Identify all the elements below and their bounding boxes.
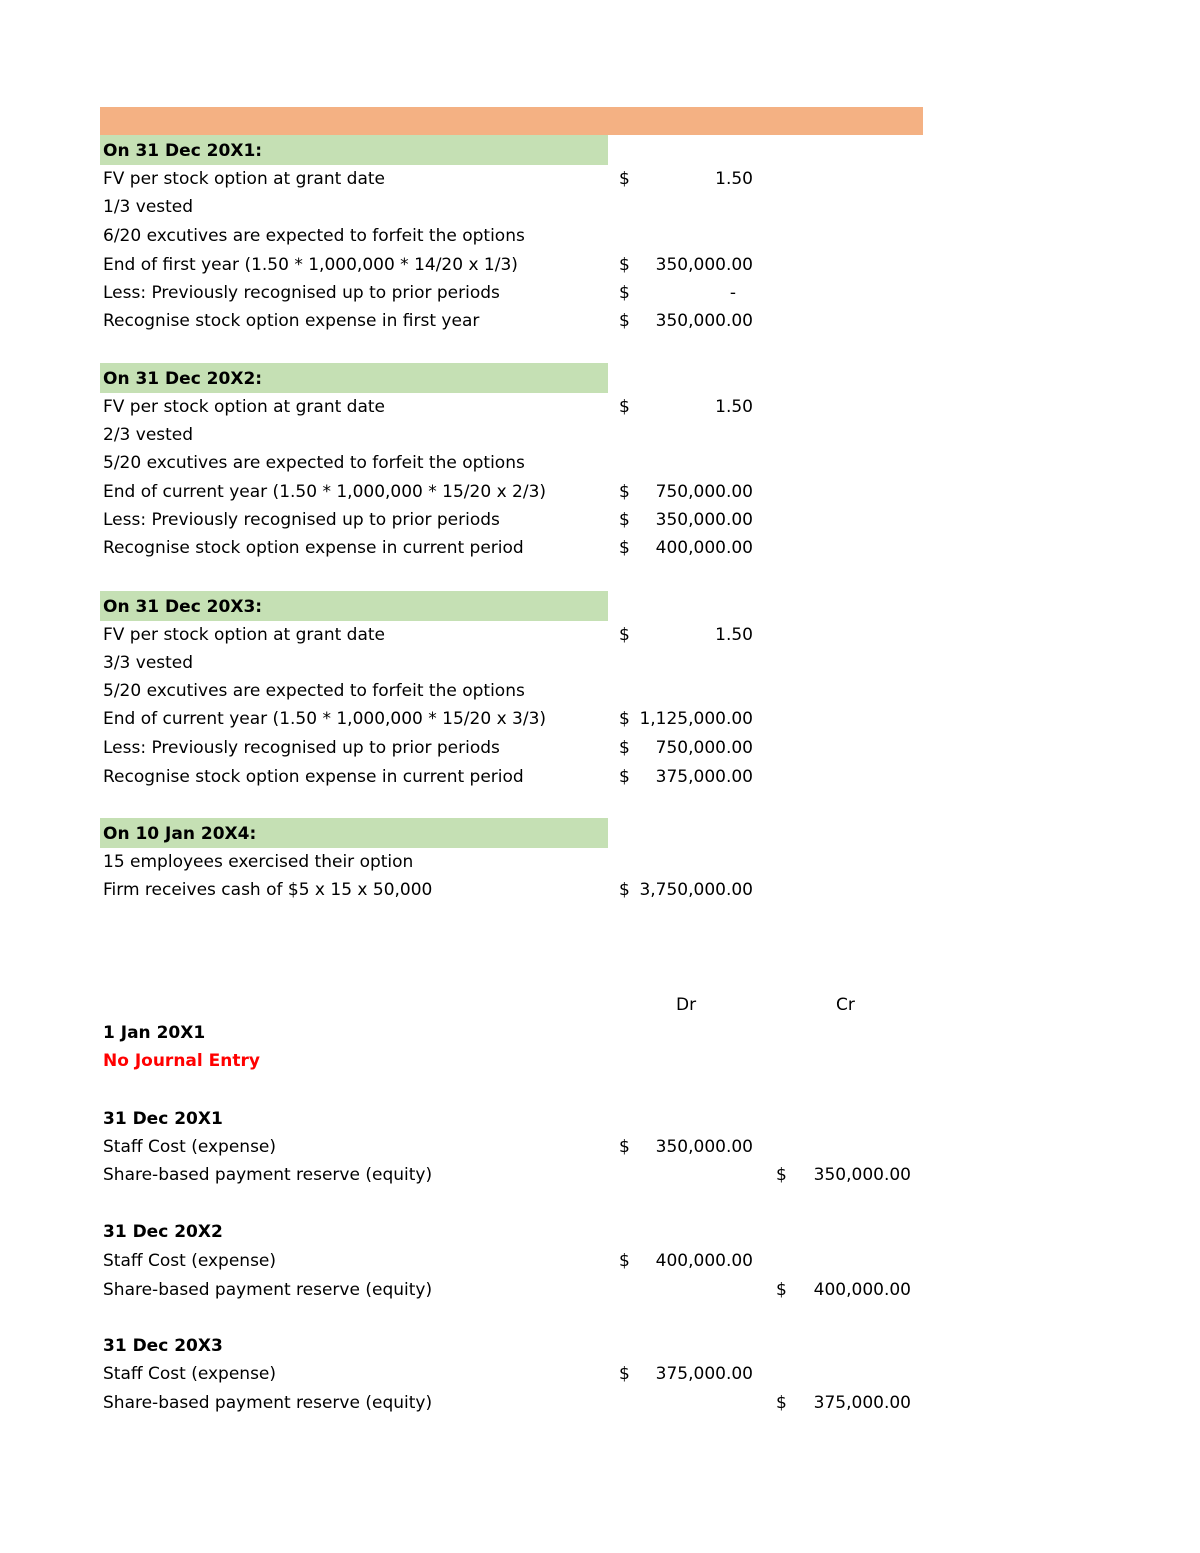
section-heading: On 31 Dec 20X3: — [100, 591, 608, 621]
dollar-sign: $ — [619, 311, 630, 331]
row-amount: 400,000.00 — [655, 538, 753, 558]
row-label: 3/3 vested — [103, 653, 194, 673]
row-label: End of current year (1.50 * 1,000,000 * 15/20 x 2/3) — [103, 482, 547, 502]
row-label: Less: Previously recognised up to prior periods — [103, 510, 500, 530]
dollar-sign: $ — [619, 397, 630, 417]
row-amount: 750,000.00 — [655, 738, 753, 758]
row-label: 6/20 excutives are expected to forfeit the options — [103, 226, 525, 246]
row-label: 15 employees exercised their option — [103, 852, 414, 872]
row-amount: 1,125,000.00 — [639, 709, 753, 729]
debit-amount: 375,000.00 — [655, 1364, 753, 1384]
credit-amount: 400,000.00 — [813, 1280, 911, 1300]
credit-amount: 375,000.00 — [813, 1393, 911, 1413]
dollar-sign: $ — [619, 709, 630, 729]
dollar-sign: $ — [776, 1393, 787, 1413]
dollar-sign: $ — [619, 1251, 630, 1271]
row-label: 5/20 excutives are expected to forfeit the options — [103, 453, 525, 473]
debit-account: Staff Cost (expense) — [103, 1251, 277, 1271]
row-amount: 375,000.00 — [655, 767, 753, 787]
dollar-sign: $ — [776, 1165, 787, 1185]
debit-account: Staff Cost (expense) — [103, 1364, 277, 1384]
row-amount: 350,000.00 — [655, 255, 753, 275]
dollar-sign: $ — [776, 1280, 787, 1300]
dollar-sign: $ — [619, 255, 630, 275]
credit-amount: 350,000.00 — [813, 1165, 911, 1185]
dollar-sign: $ — [619, 767, 630, 787]
row-label: FV per stock option at grant date — [103, 397, 385, 417]
row-label: 1/3 vested — [103, 197, 194, 217]
row-amount: 350,000.00 — [655, 311, 753, 331]
dollar-sign: $ — [619, 510, 630, 530]
row-label: Recognise stock option expense in first year — [103, 311, 480, 331]
section-heading: On 10 Jan 20X4: — [100, 818, 608, 848]
journal-date: 31 Dec 20X1 — [103, 1109, 223, 1129]
row-label: End of current year (1.50 * 1,000,000 * 15/20 x 3/3) — [103, 709, 547, 729]
row-amount: 1.50 — [715, 397, 753, 417]
debit-amount: 350,000.00 — [655, 1137, 753, 1157]
row-amount: 1.50 — [715, 169, 753, 189]
dollar-sign: $ — [619, 482, 630, 502]
credit-account: Share-based payment reserve (equity) — [103, 1280, 433, 1300]
dollar-sign: $ — [619, 738, 630, 758]
dollar-sign: $ — [619, 880, 630, 900]
section-heading: On 31 Dec 20X1: — [100, 135, 608, 165]
row-label: Less: Previously recognised up to prior periods — [103, 283, 500, 303]
dollar-sign: $ — [619, 538, 630, 558]
section-heading: On 31 Dec 20X2: — [100, 363, 608, 393]
debit-amount: 400,000.00 — [655, 1251, 753, 1271]
row-label: End of first year (1.50 * 1,000,000 * 14/20 x 1/3) — [103, 255, 518, 275]
row-amount: 750,000.00 — [655, 482, 753, 502]
dollar-sign: $ — [619, 1364, 630, 1384]
header-banner — [100, 107, 923, 135]
journal-date: 31 Dec 20X2 — [103, 1222, 223, 1242]
row-amount: 1.50 — [715, 625, 753, 645]
row-label: Recognise stock option expense in current period — [103, 767, 524, 787]
row-amount: 3,750,000.00 — [639, 880, 753, 900]
debit-account: Staff Cost (expense) — [103, 1137, 277, 1157]
row-label: FV per stock option at grant date — [103, 625, 385, 645]
journal-date: 31 Dec 20X3 — [103, 1336, 223, 1356]
row-amount: - — [729, 283, 736, 303]
row-label: 2/3 vested — [103, 425, 194, 445]
dollar-sign: $ — [619, 1137, 630, 1157]
no-entry-note: No Journal Entry — [103, 1051, 260, 1071]
journal-date: 1 Jan 20X1 — [103, 1023, 206, 1043]
row-label: Recognise stock option expense in current period — [103, 538, 524, 558]
debit-column-header: Dr — [676, 995, 697, 1015]
credit-account: Share-based payment reserve (equity) — [103, 1165, 433, 1185]
row-amount: 350,000.00 — [655, 510, 753, 530]
dollar-sign: $ — [619, 283, 630, 303]
credit-account: Share-based payment reserve (equity) — [103, 1393, 433, 1413]
credit-column-header: Cr — [836, 995, 855, 1015]
row-label: Firm receives cash of $5 x 15 x 50,000 — [103, 880, 433, 900]
row-label: 5/20 excutives are expected to forfeit the options — [103, 681, 525, 701]
row-label: FV per stock option at grant date — [103, 169, 385, 189]
dollar-sign: $ — [619, 625, 630, 645]
dollar-sign: $ — [619, 169, 630, 189]
row-label: Less: Previously recognised up to prior periods — [103, 738, 500, 758]
